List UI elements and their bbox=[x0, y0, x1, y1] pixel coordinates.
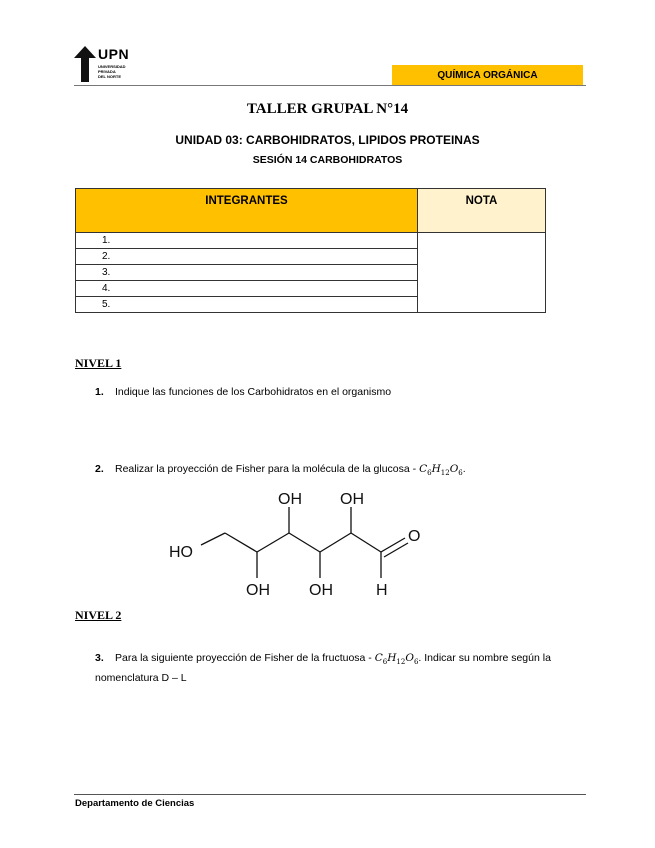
upn-logo bbox=[74, 46, 144, 82]
members-header: INTEGRANTES bbox=[76, 189, 418, 233]
question-3-number: 3. bbox=[95, 652, 104, 664]
upn-arrow-icon bbox=[74, 46, 96, 82]
fructose-formula: $C_6H_{12}O_6$ bbox=[374, 652, 419, 667]
members-table bbox=[75, 188, 546, 313]
footer-department: Departamento de Ciencias bbox=[75, 798, 195, 809]
glucose-structure bbox=[165, 485, 435, 600]
oh-label: OH bbox=[246, 582, 270, 599]
table-row[interactable]: 3. bbox=[76, 265, 418, 281]
footer-divider bbox=[74, 794, 586, 795]
question-3-text: Para la siguiente proyección de Fisher de la fructuosa - bbox=[115, 652, 375, 664]
level-2-heading: NIVEL 2 bbox=[75, 608, 122, 622]
page-title: TALLER GRUPAL N°14 bbox=[246, 101, 409, 117]
logo-sub-1: UNIVERSIDAD bbox=[98, 64, 126, 69]
question-2: 2. Realizar la proyección de Fisher para la molécula de la glucosa - $C_6H_{12}O_6$. bbox=[95, 463, 466, 478]
logo-sub-2: PRIVADA bbox=[98, 69, 116, 74]
question-2-number: 2. bbox=[95, 463, 104, 475]
course-tag: QUÍMICA ORGÁNICA bbox=[392, 65, 583, 85]
table-row[interactable]: 2. bbox=[76, 249, 418, 265]
header-divider bbox=[74, 85, 586, 86]
level-1-heading: NIVEL 1 bbox=[75, 356, 122, 370]
grade-header: NOTA bbox=[418, 189, 546, 233]
question-3 bbox=[95, 650, 590, 686]
table-row[interactable]: 4. bbox=[76, 281, 418, 297]
table-row[interactable]: 1. bbox=[76, 233, 418, 249]
session-title: SESIÓN 14 CARBOHIDRATOS bbox=[252, 154, 403, 166]
question-1-number: 1. bbox=[95, 386, 104, 398]
oh-label: OH bbox=[309, 582, 333, 599]
grade-cell[interactable] bbox=[418, 233, 546, 313]
glucose-formula: $C_6H_{12}O_6$ bbox=[419, 463, 463, 478]
oh-label: OH bbox=[278, 491, 302, 508]
question-2-text: Realizar la proyección de Fisher para la molécula de la glucosa - bbox=[115, 463, 420, 475]
ho-label: HO bbox=[169, 544, 193, 561]
table-row[interactable]: 5. bbox=[76, 297, 418, 313]
oh-label: OH bbox=[340, 491, 364, 508]
question-1 bbox=[95, 384, 590, 400]
logo-name: UPN bbox=[98, 46, 130, 62]
oxygen-label: O bbox=[408, 528, 421, 545]
question-1-text: Indique las funciones de los Carbohidratos en el organismo bbox=[115, 386, 392, 398]
unit-title: UNIDAD 03: CARBOHIDRATOS, LIPIDOS PROTEINAS bbox=[175, 133, 480, 147]
hydrogen-label: H bbox=[376, 582, 388, 599]
question-3-text-after: . Indicar su nombre según la nomenclatura D – L bbox=[95, 652, 551, 685]
logo-sub-3: DEL NORTE bbox=[98, 74, 122, 79]
